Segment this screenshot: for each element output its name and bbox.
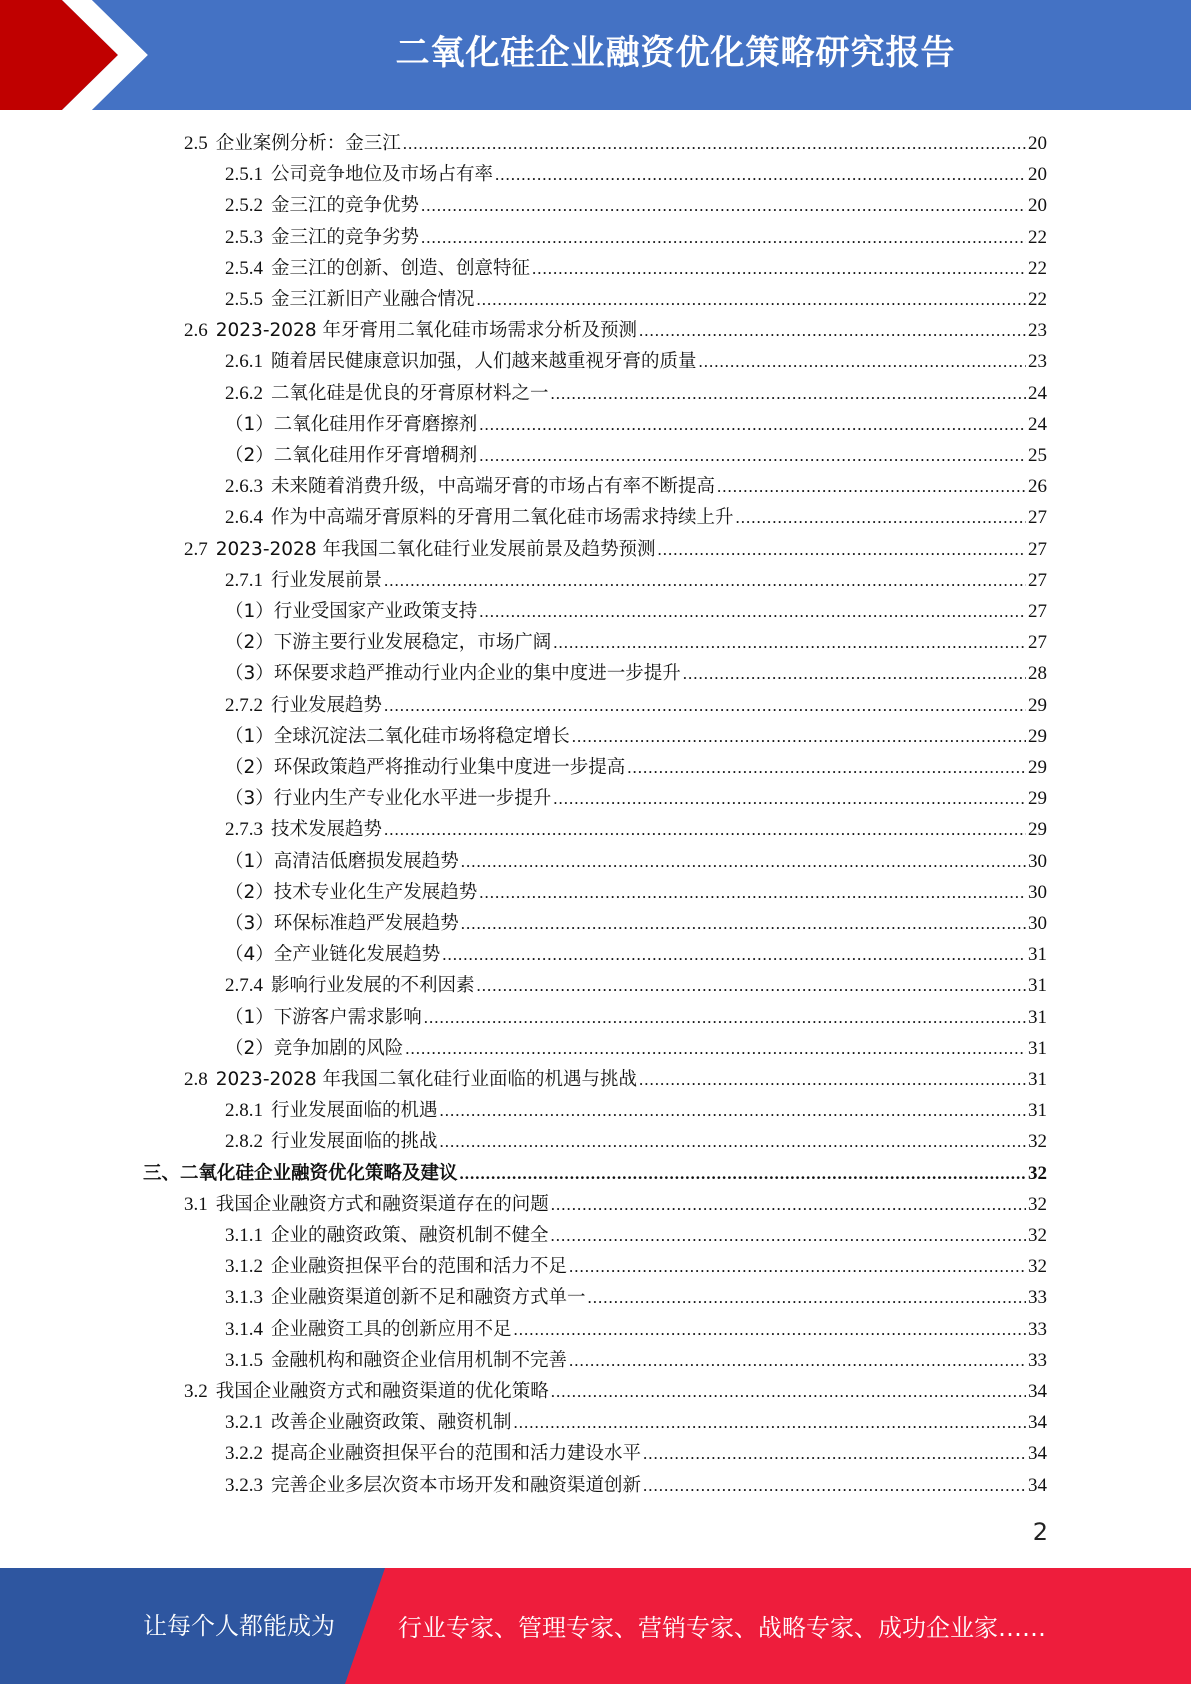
- toc-entry-number: 2.7.3: [225, 819, 263, 841]
- toc-entry[interactable]: [225, 1002, 1047, 1033]
- toc-entry[interactable]: [184, 1376, 1047, 1407]
- toc-entry-page: 27: [1028, 601, 1047, 622]
- toc-entry-title: 2023-2028 年牙膏用二氧化硅市场需求分析及预测: [215, 320, 637, 342]
- toc-entry-page: 34: [1028, 1443, 1047, 1465]
- toc-entry[interactable]: [225, 1251, 1047, 1282]
- toc-entry-title: 金融机构和融资企业信用机制不完善: [271, 1349, 568, 1371]
- toc-entry-title: （2）环保政策趋严将推动行业集中度进一步提高: [225, 757, 626, 778]
- toc-entry-page: 29: [1028, 788, 1047, 810]
- toc-entry-page: 33: [1028, 1318, 1047, 1340]
- toc-entry[interactable]: [184, 1064, 1047, 1095]
- toc-entry-title: 企业融资担保平台的范围和活力不足: [271, 1256, 568, 1278]
- toc-entry-number: 2.5.4: [225, 257, 263, 279]
- toc-entry-title: 行业发展前景: [271, 569, 383, 591]
- toc-entry[interactable]: [225, 1220, 1047, 1251]
- toc-dot-leader: [553, 627, 1026, 658]
- toc-entry[interactable]: [225, 440, 1047, 471]
- toc-entry-page: 29: [1028, 819, 1047, 841]
- footer-slogan-left: 让每个人都能成为: [143, 1612, 335, 1640]
- toc-entry-page: 30: [1028, 913, 1047, 934]
- toc-entry[interactable]: [225, 471, 1047, 502]
- toc-dot-leader: [424, 1002, 1026, 1033]
- toc-entry-page: 27: [1028, 538, 1047, 560]
- toc-entry[interactable]: [225, 690, 1047, 721]
- toc-entry[interactable]: [225, 1470, 1047, 1501]
- toc-entry-number: 2.6: [184, 320, 208, 342]
- toc-entry-number: 3.2.2: [225, 1443, 263, 1465]
- toc-entry-title: 我国企业融资方式和融资渠道存在的问题: [215, 1193, 549, 1215]
- footer-slogan-right: 行业专家、管理专家、营销专家、战略专家、成功企业家……: [398, 1614, 1046, 1642]
- toc-entry-number: 2.5.3: [225, 226, 263, 248]
- toc-dot-leader: [643, 1470, 1026, 1501]
- toc-entry[interactable]: [184, 1189, 1047, 1220]
- toc-dot-leader: [717, 471, 1026, 502]
- toc-entry[interactable]: [225, 1095, 1047, 1126]
- toc-entry-number: 3.1.3: [225, 1287, 263, 1309]
- toc-entry-title: 作为中高端牙膏原料的牙膏用二氧化硅市场需求持续上升: [271, 507, 734, 529]
- toc-dot-leader: [514, 1407, 1026, 1438]
- toc-entry[interactable]: [225, 1126, 1047, 1157]
- toc-dot-leader: [460, 1158, 1026, 1189]
- toc-entry[interactable]: [225, 783, 1047, 814]
- toc-entry-title: （3）行业内生产专业化水平进一步提升: [225, 788, 552, 810]
- toc-entry-number: 3.2.1: [225, 1412, 263, 1434]
- toc-entry-title: 影响行业发展的不利因素: [271, 975, 475, 997]
- toc-dot-leader: [403, 128, 1026, 159]
- toc-dot-leader: [495, 159, 1026, 190]
- toc-entry-page: 34: [1028, 1412, 1047, 1434]
- toc-entry-page: 29: [1028, 757, 1047, 778]
- toc-dot-leader: [643, 1438, 1026, 1469]
- toc-dot-leader: [514, 1314, 1026, 1345]
- toc-entry-page: 31: [1028, 1037, 1047, 1059]
- toc-entry[interactable]: [225, 190, 1047, 221]
- toc-entry-title: 未来随着消费升级，中高端牙膏的市场占有率不断提高: [271, 476, 716, 498]
- toc-dot-leader: [553, 783, 1026, 814]
- toc-entry-title: 公司竞争地位及市场占有率: [271, 164, 494, 186]
- toc-dot-leader: [657, 534, 1026, 565]
- toc-entry-page: 34: [1028, 1474, 1047, 1496]
- toc-entry-title: 企业融资渠道创新不足和融资方式单一: [271, 1287, 586, 1309]
- toc-entry[interactable]: [225, 1314, 1047, 1345]
- toc-entry-title: 企业的融资政策、融资机制不健全: [271, 1225, 549, 1246]
- toc-entry-page: 32: [1028, 1225, 1047, 1246]
- toc-entry-title: （2）二氧化硅用作牙膏增稠剂: [225, 445, 478, 466]
- toc-entry[interactable]: [225, 1033, 1047, 1064]
- toc-dot-leader: [461, 846, 1026, 877]
- toc-entry-page: 27: [1028, 569, 1047, 591]
- toc-entry-page: 32: [1028, 1193, 1047, 1215]
- toc-entry-number: 2.6.1: [225, 351, 263, 373]
- toc-entry-page: 22: [1028, 289, 1047, 310]
- page-footer: [0, 1568, 1191, 1684]
- toc-entry[interactable]: [184, 315, 1047, 346]
- toc-entry[interactable]: [225, 596, 1047, 627]
- toc-entry-page: 27: [1028, 507, 1047, 529]
- toc-entry-number: 2.5.1: [225, 164, 263, 186]
- toc-dot-leader: [384, 690, 1026, 721]
- toc-dot-leader: [699, 346, 1026, 377]
- toc-entry-page: 32: [1028, 1162, 1047, 1184]
- toc-dot-leader: [479, 596, 1026, 627]
- toc-entry-title: 2023-2028 年我国二氧化硅行业面临的机遇与挑战: [215, 1069, 637, 1090]
- toc-dot-leader: [384, 814, 1026, 845]
- toc-entry-number: 2.5.5: [225, 289, 263, 310]
- toc-entry-title: （1）行业受国家产业政策支持: [225, 601, 478, 622]
- toc-entry-title: 完善企业多层次资本市场开发和融资渠道创新: [271, 1474, 642, 1496]
- toc-entry[interactable]: [225, 939, 1047, 970]
- toc-entry[interactable]: [225, 908, 1047, 939]
- page-header: [0, 0, 1191, 110]
- toc-entry-page: 24: [1028, 382, 1047, 404]
- toc-entry[interactable]: [225, 627, 1047, 658]
- toc-dot-leader: [736, 502, 1026, 533]
- toc-entry[interactable]: [225, 1282, 1047, 1313]
- toc-entry[interactable]: [225, 877, 1047, 908]
- toc-entry-page: 25: [1028, 445, 1047, 466]
- toc-entry-number: 2.6.2: [225, 382, 263, 404]
- toc-entry-number: 2.8.2: [225, 1131, 263, 1153]
- toc-entry-page: 26: [1028, 476, 1047, 498]
- toc-entry[interactable]: [225, 1345, 1047, 1376]
- toc-entry-title: 行业发展趋势: [271, 694, 383, 716]
- toc-entry-title: 随着居民健康意识加强，人们越来越重视牙膏的质量: [271, 351, 697, 373]
- toc-entry-title: 金三江的竞争优势: [271, 195, 420, 217]
- toc-entry-number: 2.8.1: [225, 1100, 263, 1122]
- toc-dot-leader: [421, 190, 1026, 221]
- toc-entry-number: 3.1: [184, 1193, 208, 1215]
- toc-entry-page: 31: [1028, 975, 1047, 997]
- toc-entry[interactable]: [225, 253, 1047, 284]
- toc-entry-title: 行业发展面临的机遇: [271, 1100, 438, 1122]
- toc-entry-number: 3.1.5: [225, 1349, 263, 1371]
- toc-entry-title: 金三江新旧产业融合情况: [271, 289, 475, 310]
- toc-dot-leader: [421, 222, 1026, 253]
- toc-entry-number: 3.1.2: [225, 1256, 263, 1278]
- page-number: 2: [1032, 1518, 1048, 1546]
- toc-dot-leader: [405, 1033, 1026, 1064]
- toc-entry-page: 30: [1028, 881, 1047, 903]
- toc-entry-number: 3.2.3: [225, 1474, 263, 1496]
- toc-entry-page: 32: [1028, 1256, 1047, 1278]
- toc-entry-number: 2.7.1: [225, 569, 263, 591]
- toc-entry-title: 三、二氧化硅企业融资优化策略及建议: [143, 1162, 458, 1184]
- toc-dot-leader: [572, 721, 1026, 752]
- toc-dot-leader: [639, 1064, 1026, 1095]
- toc-entry-title: 行业发展面临的挑战: [271, 1131, 438, 1153]
- toc-entry-page: 33: [1028, 1287, 1047, 1309]
- toc-entry-page: 33: [1028, 1349, 1047, 1371]
- toc-entry-title: 提高企业融资担保平台的范围和活力建设水平: [271, 1443, 642, 1465]
- toc-entry-page: 31: [1028, 944, 1047, 966]
- toc-entry-page: 29: [1028, 694, 1047, 716]
- toc-dot-leader: [627, 752, 1026, 783]
- toc-entry[interactable]: [225, 346, 1047, 377]
- toc-entry-number: 2.7.4: [225, 975, 263, 997]
- toc-entry[interactable]: [225, 222, 1047, 253]
- toc-dot-leader: [551, 1189, 1026, 1220]
- toc-entry[interactable]: [225, 658, 1047, 689]
- toc-entry-page: 20: [1028, 164, 1047, 186]
- toc-entry[interactable]: [225, 846, 1047, 877]
- toc-entry-number: 2.5: [184, 133, 208, 154]
- toc-entry-page: 31: [1028, 1069, 1047, 1090]
- toc-dot-leader: [569, 1251, 1026, 1282]
- toc-entry[interactable]: [225, 970, 1047, 1001]
- toc-entry-page: 23: [1028, 351, 1047, 373]
- toc-entry-number: 2.7.2: [225, 694, 263, 716]
- toc-entry-page: 28: [1028, 663, 1047, 685]
- toc-entry-title: 企业融资工具的创新应用不足: [271, 1318, 512, 1340]
- toc-entry-title: 技术发展趋势: [271, 819, 383, 841]
- toc-entry-title: 金三江的竞争劣势: [271, 226, 420, 248]
- toc-entry-page: 24: [1028, 413, 1047, 435]
- toc-dot-leader: [569, 1345, 1026, 1376]
- toc-entry-title: 改善企业融资政策、融资机制: [271, 1412, 512, 1434]
- toc-dot-leader: [551, 1376, 1026, 1407]
- toc-entry[interactable]: [225, 284, 1047, 315]
- toc-entry[interactable]: [225, 159, 1047, 190]
- toc-dot-leader: [683, 658, 1026, 689]
- toc-entry-page: 20: [1028, 195, 1047, 217]
- toc-entry-page: 22: [1028, 257, 1047, 279]
- toc-entry-title: 2023-2028 年我国二氧化硅行业发展前景及趋势预测: [215, 538, 656, 560]
- toc-dot-leader: [440, 1126, 1026, 1157]
- toc-dot-leader: [532, 253, 1026, 284]
- toc-entry-title: （1）全球沉淀法二氧化硅市场将稳定增长: [225, 725, 570, 747]
- toc-dot-leader: [479, 877, 1026, 908]
- toc-dot-leader: [551, 378, 1026, 409]
- toc-entry-title: （3）环保要求趋严推动行业内企业的集中度进一步提升: [225, 663, 681, 685]
- toc-entry-title: 二氧化硅是优良的牙膏原材料之一: [271, 382, 549, 404]
- report-title: 二氧化硅企业融资优化策略研究报告: [395, 33, 956, 73]
- toc-entry[interactable]: [225, 1438, 1047, 1469]
- toc-entry-title: （4）全产业链化发展趋势: [225, 944, 441, 966]
- toc-entry[interactable]: [225, 1407, 1047, 1438]
- toc-dot-leader: [551, 1220, 1026, 1251]
- toc-entry-title: 金三江的创新、创造、创意特征: [271, 257, 531, 279]
- toc-dot-leader: [461, 908, 1026, 939]
- toc-entry[interactable]: [225, 814, 1047, 845]
- toc-entry-title: 我国企业融资方式和融资渠道的优化策略: [215, 1381, 549, 1402]
- toc-entry-title: （1）二氧化硅用作牙膏磨擦剂: [225, 413, 478, 435]
- toc-entry-page: 30: [1028, 850, 1047, 872]
- toc-dot-leader: [588, 1282, 1026, 1313]
- toc-entry-title: （2）技术专业化生产发展趋势: [225, 881, 478, 903]
- toc-entry-page: 32: [1028, 1131, 1047, 1153]
- toc-entry-page: 20: [1028, 133, 1047, 154]
- toc-entry[interactable]: [184, 534, 1047, 565]
- toc-entry-number: 3.2: [184, 1381, 208, 1402]
- toc-entry-page: 31: [1028, 1006, 1047, 1028]
- toc-entry-page: 34: [1028, 1381, 1047, 1402]
- toc-entry-title: （2）下游主要行业发展稳定，市场广阔: [225, 632, 552, 654]
- toc-entry-number: 2.7: [184, 538, 208, 560]
- toc-entry-title: （1）下游客户需求影响: [225, 1006, 422, 1028]
- toc-entry[interactable]: [225, 565, 1047, 596]
- toc-dot-leader: [479, 409, 1026, 440]
- toc-entry-page: 29: [1028, 725, 1047, 747]
- toc-entry[interactable]: [225, 502, 1047, 533]
- toc-dot-leader: [479, 440, 1026, 471]
- toc-entry-title: （3）环保标准趋严发展趋势: [225, 913, 459, 934]
- toc-entry-page: 22: [1028, 226, 1047, 248]
- toc-entry-number: 3.1.4: [225, 1318, 263, 1340]
- toc-entry[interactable]: [225, 378, 1047, 409]
- toc-entry-title: （1）高清洁低磨损发展趋势: [225, 850, 459, 872]
- toc-dot-leader: [477, 970, 1026, 1001]
- toc-entry-title: （2）竞争加剧的风险: [225, 1037, 404, 1059]
- toc-entry-number: 3.1.1: [225, 1225, 263, 1246]
- toc-dot-leader: [440, 1095, 1026, 1126]
- toc-entry[interactable]: [143, 1158, 1047, 1189]
- toc-entry-number: 2.6.4: [225, 507, 263, 529]
- toc-dot-leader: [384, 565, 1026, 596]
- toc-dot-leader: [477, 284, 1026, 315]
- toc-entry-number: 2.6.3: [225, 476, 263, 498]
- header-red-chevron: [0, 0, 160, 110]
- toc-entry[interactable]: [225, 752, 1047, 783]
- toc-entry[interactable]: [225, 409, 1047, 440]
- toc-entry-page: 31: [1028, 1100, 1047, 1122]
- toc-entry-number: 2.8: [184, 1069, 208, 1090]
- toc-entry-title: 企业案例分析：金三江: [215, 133, 401, 154]
- toc-dot-leader: [639, 315, 1026, 346]
- toc-entry[interactable]: [184, 128, 1047, 159]
- toc-entry[interactable]: [225, 721, 1047, 752]
- toc-entry-page: 27: [1028, 632, 1047, 654]
- toc-entry-page: 23: [1028, 320, 1047, 342]
- toc-dot-leader: [442, 939, 1026, 970]
- toc-entry-number: 2.5.2: [225, 195, 263, 217]
